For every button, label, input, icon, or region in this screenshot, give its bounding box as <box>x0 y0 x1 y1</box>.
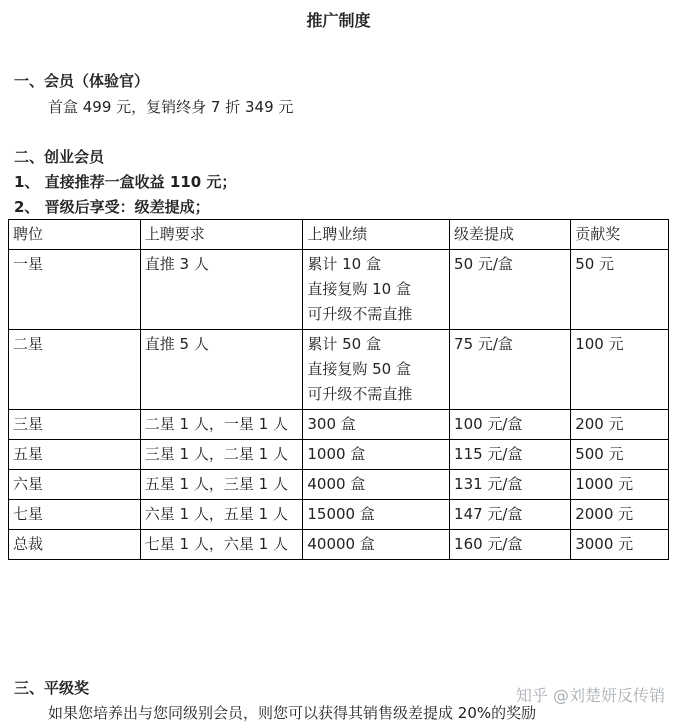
table-row <box>9 500 669 530</box>
cell-position: 六星 <box>9 470 141 500</box>
cell-position: 七星 <box>9 500 141 530</box>
cell-performance: 1000 盒 <box>303 440 450 470</box>
cell-commission: 100 元/盒 <box>450 410 571 440</box>
section2-item2: 2、 晋级后享受：级差提成； <box>14 198 210 216</box>
cell-position: 总裁 <box>9 530 141 560</box>
cell-requirement: 六星 1 人，五星 1 人 <box>140 500 303 530</box>
cell-performance: 累计 50 盒 直接复购 50 盒 可升级不需直推 <box>303 330 450 410</box>
section1-heading: 一、会员（体验官） <box>14 72 150 90</box>
cell-position: 三星 <box>9 410 141 440</box>
cell-requirement: 五星 1 人，三星 1 人 <box>140 470 303 500</box>
cell-commission: 160 元/盒 <box>450 530 571 560</box>
cell-requirement: 直推 3 人 <box>140 250 303 330</box>
cell-contribution: 100 元 <box>571 330 669 410</box>
cell-contribution: 200 元 <box>571 410 669 440</box>
header-requirement: 上聘要求 <box>140 220 303 250</box>
section3-heading: 三、平级奖 <box>14 679 90 697</box>
cell-performance: 300 盒 <box>303 410 450 440</box>
cell-contribution: 50 元 <box>571 250 669 330</box>
table-row <box>9 470 669 500</box>
cell-requirement: 三星 1 人，二星 1 人 <box>140 440 303 470</box>
header-commission: 级差提成 <box>450 220 571 250</box>
promotion-table <box>8 219 669 560</box>
document-title: 推广制度 <box>306 11 371 30</box>
section2-item1: 1、 直接推荐一盒收益 110 元； <box>14 173 237 191</box>
cell-requirement: 二星 1 人，一星 1 人 <box>140 410 303 440</box>
section3-desc: 如果您培养出与您同级别会员，则您可以获得其销售级差提成 20%的奖励 <box>48 704 537 722</box>
cell-contribution: 2000 元 <box>571 500 669 530</box>
table-row <box>9 250 669 330</box>
cell-commission: 131 元/盒 <box>450 470 571 500</box>
section1-desc: 首盒 499 元，复销终身 7 折 349 元 <box>48 98 294 116</box>
cell-performance: 4000 盒 <box>303 470 450 500</box>
cell-commission: 50 元/盒 <box>450 250 571 330</box>
table-row <box>9 440 669 470</box>
cell-commission: 147 元/盒 <box>450 500 571 530</box>
table-row <box>9 410 669 440</box>
cell-contribution: 500 元 <box>571 440 669 470</box>
cell-performance: 累计 10 盒 直接复购 10 盒 可升级不需直推 <box>303 250 450 330</box>
cell-commission: 115 元/盒 <box>450 440 571 470</box>
cell-requirement: 七星 1 人，六星 1 人 <box>140 530 303 560</box>
table-header-row <box>9 220 669 250</box>
cell-performance: 15000 盒 <box>303 500 450 530</box>
header-performance: 上聘业绩 <box>303 220 450 250</box>
header-position: 聘位 <box>9 220 141 250</box>
table-row <box>9 530 669 560</box>
table-row <box>9 330 669 410</box>
cell-contribution: 1000 元 <box>571 470 669 500</box>
cell-requirement: 直推 5 人 <box>140 330 303 410</box>
section2-heading: 二、创业会员 <box>14 148 105 166</box>
cell-position: 二星 <box>9 330 141 410</box>
cell-position: 一星 <box>9 250 141 330</box>
cell-position: 五星 <box>9 440 141 470</box>
cell-contribution: 3000 元 <box>571 530 669 560</box>
watermark: 知乎 @刘楚妍反传销 <box>515 686 665 705</box>
header-contribution: 贡献奖 <box>571 220 669 250</box>
cell-commission: 75 元/盒 <box>450 330 571 410</box>
cell-performance: 40000 盒 <box>303 530 450 560</box>
